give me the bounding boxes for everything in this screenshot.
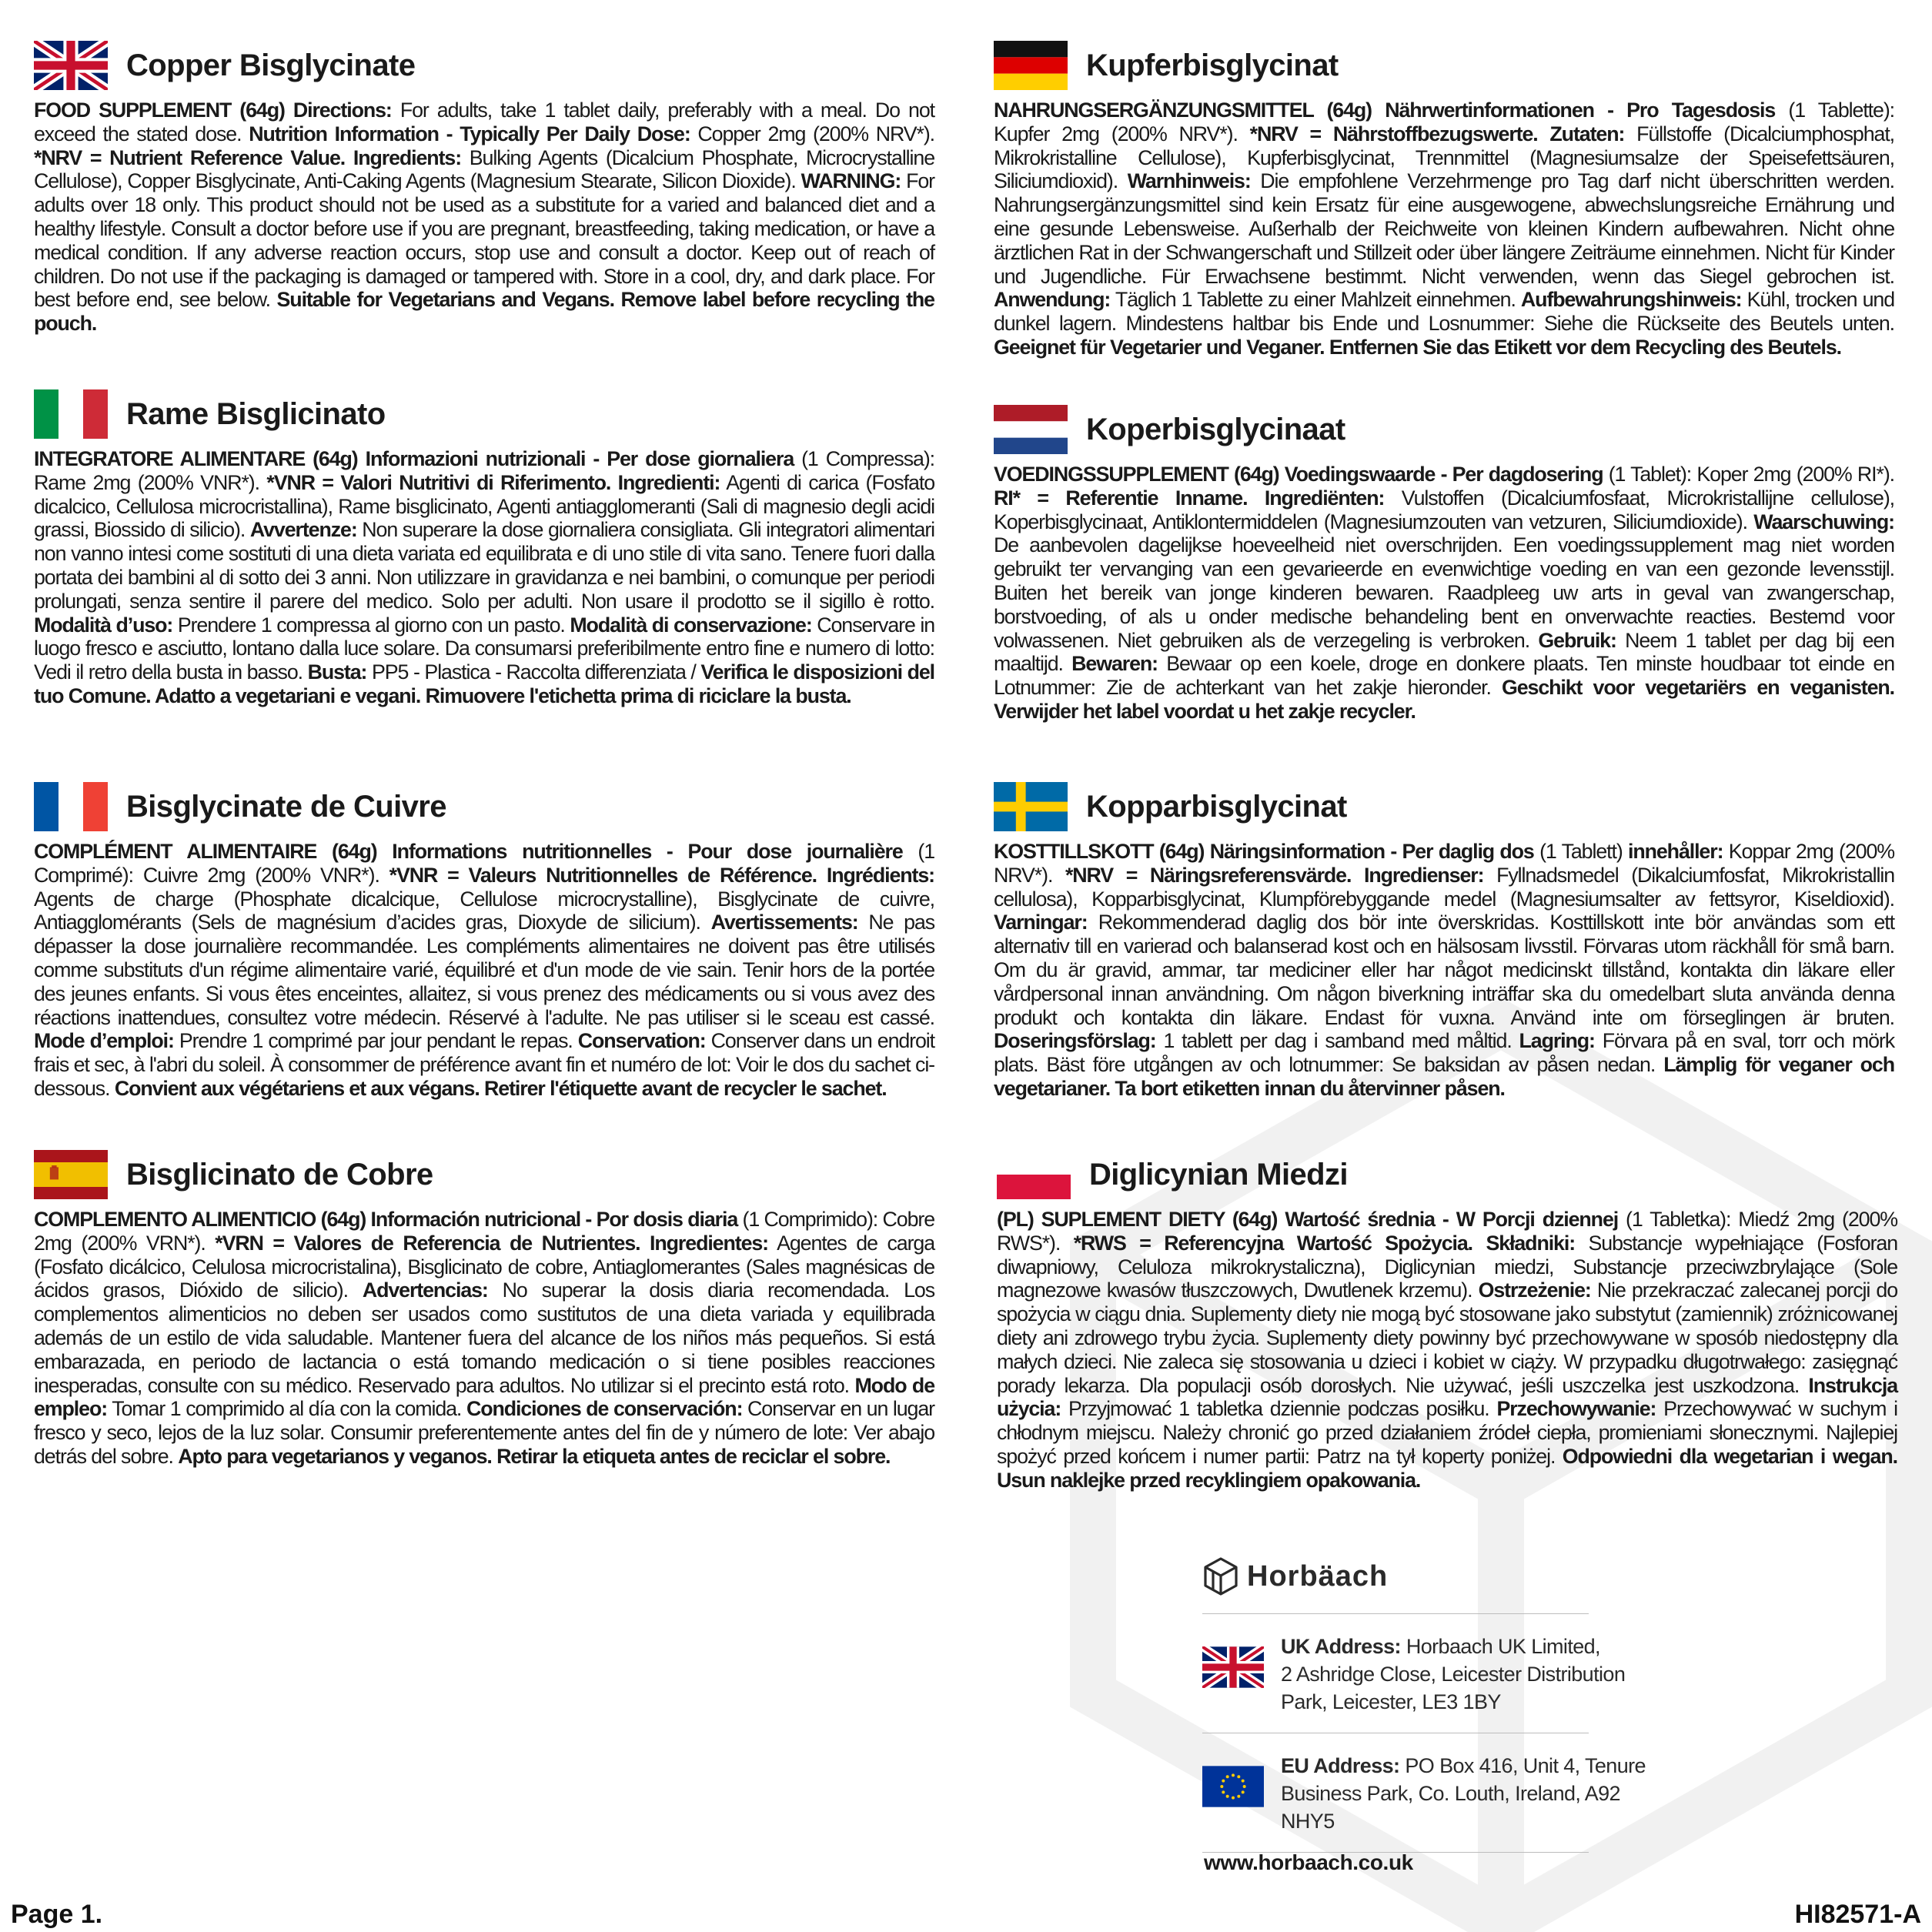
bold-text-run: Instrukcja użycia: [997, 1373, 1897, 1421]
bold-text-run: *VNR = Valori Nutritivi di Riferimento. Ingredienti: [266, 470, 720, 494]
bold-text-run: Advertencias: [362, 1279, 488, 1302]
text-run: Agents de charge (Phosphate dicalcique, Cellulose microcrystalline), Bisglycinate de cuivre, Antiagglomérants (Sels de magnésium d’acides gras, Dioxyde de silicium). [34, 887, 934, 934]
uk-flag-icon [1202, 1646, 1264, 1688]
eu-star [1242, 1780, 1245, 1783]
polish-flag-icon [997, 1150, 1071, 1199]
text-run: Förvara på en sval, torr och mörk plats. Bäst före utgången av och lotnummer: Se baksidan av påsen nedan. [994, 1029, 1894, 1077]
bold-text-run: Geschikt voor vegetariërs en veganisten. Verwijder het label voordat u het zakje recycler. [994, 676, 1894, 723]
bold-text-run: NAHRUNGSERGÄNZUNGSMITTEL (64g) Nährwertinformationen - Pro Tagesdosis [994, 99, 1776, 122]
text-run: Agenti di carica (Fosfato dicalcico, Cellulosa microcristallina), Rame bisglicinato, Agenti antiagglomeranti (Sali di magnesio degli acidi grassi, Biossido di silicio). [34, 470, 934, 542]
bold-text-run: Waarschuwing: [1753, 510, 1894, 533]
bold-text-run: Modalità d’uso: [34, 613, 173, 637]
text-run: (1 Compressa): Rame 2mg (200% VNR*). [34, 447, 935, 494]
eu-star [1232, 1773, 1235, 1777]
bold-text-run: Condiciones de conservación: [466, 1397, 743, 1421]
eu-flag-icon [1202, 1766, 1264, 1807]
uk-address-line: Horbaach UK Limited, [1400, 1635, 1600, 1658]
text-run: De aanbevolen dagelijkse hoeveelheid niet overschrijden. Een voedingssupplement mag niet worden gebruikt ter vervanging van een gevarieerde en evenwichtige voeding en van een gezonde levensstijl. Buiten het bereik van jonge kinderen bewaren. Raadpleeg uw arts in geval van zwangerschap, borstvoeding, of als u onder medische behandeling bent en onverwachte reacties. Bestemd voor volwassenen. Niet gebruiken als de verzegeling is verbroken. [994, 533, 1894, 652]
bold-text-run: *NRV = Nährstoffbezugswerte. Zutaten: [1249, 122, 1625, 145]
text-run: Rekommenderad daglig dos bör inte överskridas. Kosttillskott inte bör användas som ett alternativ till en varierad och balanserad kost och en hälsosam livsstil. Förvaras utom räckhåll för små barn. Om du är gravid, ammar, tar mediciner eller har något medicinskt tillstånd, kontakta din läkare eller vårdpersonal innan användning. Om någon biverkning inträffar ska du omedelbart sluta använda denna produkt och kontakta din läkare. Endast för vuxna. Använd inte om förseglingen är bruten. [994, 911, 1894, 1029]
text-run: Przechowywać w suchym i chłodnym miejscu. Należy chronić go przed działaniem źródeł ciepła, promieniami słonecznymi. Najlepiej spożyć przed końcem i numer partii: Patrz na tył koperty poniżej. [997, 1397, 1898, 1468]
text-run: (1 Tablett) [1533, 840, 1628, 863]
bold-text-run: Varningar: [994, 911, 1088, 934]
bold-text-run: Warnhinweis: [1127, 169, 1251, 193]
eu-star [1232, 1797, 1235, 1800]
bold-text-run: Doseringsförslag: [994, 1029, 1156, 1053]
bold-text-run: Modalità di conservazione: [570, 613, 812, 637]
text-run: Conservar en un lugar fresco y seco, lejos de la luz solar. Consumir preferentemente antes del fin de y número de lote: Ver abajo detrás del sobre. [34, 1397, 934, 1468]
text-run: PP5 - Plastica - Raccolta differenziata / [366, 660, 701, 684]
section-spanish [34, 1149, 934, 1469]
text-run: Die empfohlene Verzehrmenge pro Tag darf nicht überschritten werden. Nahrungsergänzungsmittel sind kein Ersatz für eine ausgewogene, abwechslungsreiche Ernährung und eine gesunde Lebensweise. Außerhalb der Reichweite von kleinen Kindern aufbewahren. Nicht ohne ärztlichen Rat in der Schwangerschaft und Stillzeit oder über längere Zeiträume einnehmen. Nicht für Kinder und Jugendliche. Für Erwachsene bestimmt. Nicht verwenden, wenn das Siegel gebrochen ist. [994, 169, 1894, 288]
bold-text-run: Anwendung: [994, 288, 1111, 312]
bold-text-run: COMPLÉMENT ALIMENTAIRE (64g) Informations nutritionnelles - Pour dose journalière [34, 840, 903, 863]
bold-text-run: WARNING: [801, 169, 901, 193]
text-run: Fyllnadsmedel (Dikalciumfosfat, Mikrokristallin cellulosa), Kopparbisglycinat, Klumpförebyggande medel (Magnesiumsalter av fettsyror, Kiseldioxid). [994, 863, 1895, 911]
spanish-flag-icon [34, 1150, 108, 1199]
bold-text-run: *RWS = Referencyjna Wartość Spożycia. Składniki: [1073, 1231, 1576, 1255]
dutch-flag-icon [994, 405, 1068, 454]
text-run: (1 Tablet): Koper 2mg (200% RI*). [1603, 463, 1894, 486]
text-run: Bulking Agents (Dicalcium Phosphate, Microcrystalline Cellulose), Copper Bisglycinate, Anti-Caking Agents (Magnesium Stearate, Silicon Dioxide). [34, 145, 934, 193]
website-link[interactable]: www.horbaach.co.uk [1204, 1850, 1413, 1874]
text-run: Conserver dans un endroit frais et sec, à l'abri du soleil. À consommer de préférence avant fin et numéro de lot: Voir le dos du sachet ci-dessous. [34, 1029, 935, 1100]
eu-star [1237, 1775, 1240, 1778]
section-title: Bisglicinato de Cobre [126, 1157, 433, 1192]
section-title: Bisglycinate de Cuivre [126, 789, 446, 824]
text-run: Füllstoffe (Dicalciumphosphat, Mikrokristalline Cellulose), Kupferbisglycinat, Trennmittel (Magnesiumsalze der Speisefettsäuren, Siliciumdioxid). [994, 122, 1895, 193]
bold-text-run: Aufbewahrungshinweis: [1520, 288, 1742, 312]
bold-text-run: FOOD SUPPLEMENT (64g) Directions: [34, 99, 392, 122]
horbaach-logo-icon [1202, 1556, 1239, 1596]
uk-address-label: UK Address: [1281, 1635, 1401, 1658]
bold-text-run: Przechowywanie: [1496, 1397, 1656, 1421]
eu-address-label: EU Address: [1281, 1754, 1400, 1777]
text-run: For adults, take 1 tablet daily, preferably with a meal. Do not exceed the stated dose. [34, 99, 934, 145]
eu-star [1243, 1785, 1246, 1788]
section-text [997, 1208, 1897, 1492]
text-run: Copper 2mg (200% NRV*). [690, 122, 935, 145]
italian-flag-icon [34, 389, 108, 439]
eu-star [1222, 1780, 1225, 1783]
section-english [34, 40, 934, 336]
bold-text-run: Modo de empleo: [34, 1373, 934, 1421]
bold-text-run: Apto para vegetarianos y veganos. Retirar la etiqueta antes de reciclar el sobre. [178, 1444, 891, 1468]
text-run: Bewaar op een koele, droge en donkere plaats. Ten minste houdbaar tot einde en Lotnummer: Zie de achterkant van het zakje hieronder. [994, 652, 1894, 700]
text-run: Kühl, trocken und dunkel lagern. Mindestens haltbar bis Ende und Losnummer: Siehe die Rückseite des Beutels unten. [994, 288, 1894, 336]
section-text [34, 447, 934, 708]
text-run: Substancje wypełniające (Fosforan diwapniowy, Celuloza mikrokrystaliczna), Diglicynian miedzi, Substancje przeciwzbrylające (Sole magnezowe kwasów tłuszczowych, Dwutlenek krzemu). [997, 1231, 1898, 1302]
uk-address-line: Park, Leicester, LE3 1BY [1281, 1690, 1501, 1713]
bold-text-run: INTEGRATORE ALIMENTARE (64g) Informazioni nutrizionali - Per dose giornaliera [34, 447, 794, 470]
bold-text-run: Geeignet für Vegetarier und Veganer. Entfernen Sie das Etikett vor dem Recycling des Beutels. [994, 335, 1841, 359]
german-flag-icon [994, 41, 1068, 90]
text-run: Przyjmować 1 tabletka dziennie podczas posiłku. [1061, 1397, 1497, 1421]
bold-text-run: RI* = Referentie Inname. Ingrediënten: [994, 486, 1385, 510]
brand-address-block [1202, 1553, 1664, 1853]
bold-text-run: *NRV = Nutrient Reference Value. Ingredients: [34, 145, 462, 169]
bold-text-run: KOSTTILLSKOTT (64g) Näringsinformation - Per daglig dos [994, 840, 1534, 863]
text-run: Prendre 1 comprimé par jour pendant le repas. [173, 1029, 578, 1053]
section-title: Copper Bisglycinate [126, 48, 416, 82]
bold-text-run: Lämplig för veganer och vegetarianer. Ta bort etiketten innan du återvinner påsen. [994, 1053, 1894, 1100]
bold-text-run: *VNR = Valeurs Nutritionnelles de Référence. Ingrédients: [389, 863, 934, 887]
section-text [34, 99, 934, 336]
bold-text-run: *VRN = Valores de Referencia de Nutrientes. Ingredientes: [215, 1231, 769, 1255]
text-run: Agentes de carga (Fosfato dicálcico, Celulosa microcristalina), Bisglicinato de cobre, Antiaglomerantes (Sales magnésicas de ácidos grasos, Dióxido de silicio). [34, 1231, 934, 1302]
text-run: Nie przekraczać zalecanej porcji do spożycia w ciągu dnia. Suplementy diety nie mogą być stosowane jako substytut (zamiennik) zróżnicowanej diety ani zdrowego trybu życia. Suplementy diety powinny być przechowywane w sposób niedostępny dla małych dzieci. Nie zaleca się stosowania u dzieci i kobiet w ciąży. W przypadku długotrwałego: zasięgnąć porady lekarza. Dla populacji osób dorosłych. Nie używać, jeśli uszczelka jest uszkodzona. [997, 1279, 1897, 1397]
eu-star [1226, 1795, 1229, 1798]
text-run: Prendere 1 compressa al giorno con un pasto. [172, 613, 570, 637]
section-text [994, 463, 1894, 724]
bold-text-run: (PL) SUPLEMENT DIETY (64g) Wartość średnia - W Porcji dziennej [997, 1208, 1619, 1231]
bold-text-run: Busta: [307, 660, 367, 684]
text-run: (1 Comprimé): Cuivre 2mg (200% VNR*). [34, 840, 934, 887]
section-title: Diglicynian Miedzi [1089, 1157, 1348, 1192]
bold-text-run: Avertissements: [710, 911, 858, 934]
bold-text-run: Verifica le disposizioni del tuo Comune. Adatto a vegetariani e vegani. Rimuovere l'etichetta prima di riciclare la busta. [34, 660, 934, 707]
eu-star [1220, 1785, 1223, 1788]
bold-text-run: COMPLEMENTO ALIMENTICIO (64g) Información nutricional - Por dosis diaria [34, 1208, 738, 1231]
text-run: Tomar 1 comprimido al día con la comida. [107, 1397, 466, 1421]
bold-text-run: Gebruik: [1538, 628, 1616, 652]
text-run: No superar la dosis diaria recomendada. Los complementos alimenticios no deben ser usados como sustitutos de una dieta variada y equilibrada además de un estilo de vida saludable. Mantener fuera del alcance de los niños más pequeños. Si está embarazada, en periodo de lactancia o está tomando medicación o si tiene posibles reacciones inesperadas, consulte con su médico. Reservado para adultos. No utilizar si el precinto está roto. [34, 1279, 934, 1397]
bold-text-run: Suitable for Vegetarians and Vegans. Remove label before recycling the pouch. [34, 288, 934, 336]
section-title: Rame Bisglicinato [126, 396, 386, 431]
page-number: Page 1. [11, 1900, 103, 1929]
text-run: Neem 1 tablet per dag bij een maaltijd. [994, 628, 1894, 676]
bold-text-run: Ostrzeżenie: [1478, 1279, 1591, 1302]
section-text [994, 99, 1894, 359]
text-run: Conservare in luogo fresco e asciutto, lontano dalla luce solare. Da consumarsi preferibilmente entro fine e numero di lotto: Vedi il retro della busta in basso. [34, 613, 934, 684]
document-code: HI82571-A [1794, 1900, 1921, 1929]
uk-flag-icon [34, 41, 108, 90]
eu-address-line: Business Park, Co. Louth, Ireland, A92 NHY5 [1281, 1782, 1620, 1833]
text-run: Vulstoffen (Dicalciumfosfaat, Microkristallijne cellulose), Koperbisglycinaat, Antiklontermiddelen (Magnesiumzouten van vetzuren, Siliciumdioxide). [994, 486, 1894, 533]
text-run: (1 Tablette): Kupfer 2mg (200% NRV*). [994, 99, 1894, 145]
bold-text-run: VOEDINGSSUPPLEMENT (64g) Voedingswaarde - Per dagdosering [994, 463, 1603, 486]
bold-text-run: Avvertenze: [249, 518, 357, 542]
bold-text-run: Bewaren: [1071, 652, 1158, 676]
bold-text-run: Convient aux végétariens et aux végans. Retirer l'étiquette avant de recycler le sachet. [114, 1076, 887, 1100]
bold-text-run: Lagring: [1519, 1029, 1595, 1053]
text-run: Ne pas dépasser la dose journalière recommandée. Les compléments alimentaires ne doivent pas être utilisés comme substituts d'un régime alimentaire varié, équilibré et d'un mode de vie sain. Tenir hors de la portée des jeunes enfants. Si vous êtes enceintes, allaitez, si vous prenez des médicaments ou si vous avez des réactions inattendues, consultez votre médecin. Réservé à l'adulte. Ne pas utiliser si le sceau est cassé. [34, 911, 934, 1029]
bold-text-run: Conservation: [577, 1029, 706, 1053]
section-polish [997, 1149, 1897, 1492]
text-run: 1 tablett per dag i samband med måltid. [1155, 1029, 1519, 1053]
bold-text-run: *NRV = Näringsreferensvärde. Ingredienser: [1065, 863, 1484, 887]
section-italian [34, 389, 934, 708]
text-run: For adults over 18 only. This product should not be used as a substitute for a varied and balanced diet and a healthy lifestyle. Consult a doctor before use if you are pregnant, breastfeeding, taking medication, or have a medical condition. If any adverse reaction occurs, stop use and consult a doctor. Keep out of reach of children. Do not use if the packaging is damaged or tampered with. Store in a cool, dry, and dark place. For best before end, see below. [34, 169, 934, 312]
text-run: (1 Comprimido): Cobre 2mg (200% VRN*). [34, 1208, 934, 1255]
text-run: (1 Tabletka): Miedź 2mg (200% RWS*). [997, 1208, 1897, 1255]
uk-address-line: 2 Ashridge Close, Leicester Distribution [1281, 1663, 1626, 1686]
text-run: Täglich 1 Tablette zu einer Mahlzeit einnehmen. [1110, 288, 1521, 312]
section-text [994, 840, 1894, 1101]
section-swedish [994, 781, 1894, 1101]
french-flag-icon [34, 782, 108, 831]
brand-name: Horbäach [1247, 1559, 1389, 1593]
eu-star [1237, 1795, 1240, 1798]
section-german [994, 40, 1894, 359]
bold-text-run: Nutrition Information - Typically Per Daily Dose: [249, 122, 690, 145]
bold-text-run: Odpowiedni dla wegetarian i wegan. Usun naklejke przed recyklingiem opakowania. [997, 1444, 1897, 1492]
text-run: Koppar 2mg (200% NRV*). [994, 840, 1894, 887]
eu-star [1226, 1775, 1229, 1778]
section-title: Koperbisglycinaat [1086, 412, 1345, 446]
section-french [34, 781, 934, 1101]
uk-address [1202, 1614, 1664, 1733]
brand-logo [1202, 1553, 1664, 1599]
eu-address-line: PO Box 416, Unit 4, Tenure [1399, 1754, 1646, 1777]
section-title: Kopparbisglycinat [1086, 789, 1347, 824]
bold-text-run: Mode d’emploi: [34, 1029, 174, 1053]
eu-address [1202, 1733, 1664, 1852]
section-text [34, 1208, 934, 1469]
section-title: Kupferbisglycinat [1086, 48, 1339, 82]
text-run: Non superare la dose giornaliera consigliata. Gli integratori alimentari non vanno intesi come sostituti di una dieta variata ed equilibrata e di uno stile di vita sano. Tenere fuori dalla portata dei bambini al di sotto dei 3 anni. Non utilizzare in gravidanza e nei bambini, o comunque per periodi prolungati, senza sentire il parere del medico. Solo per adulti. Non usare il prodotto se il sigillo è rotto. [34, 518, 935, 613]
eu-star [1242, 1790, 1245, 1793]
section-dutch [994, 404, 1894, 724]
bold-text-run: innehåller: [1627, 840, 1723, 863]
eu-star [1222, 1790, 1225, 1793]
section-text [34, 840, 934, 1101]
swedish-flag-icon [994, 782, 1068, 831]
